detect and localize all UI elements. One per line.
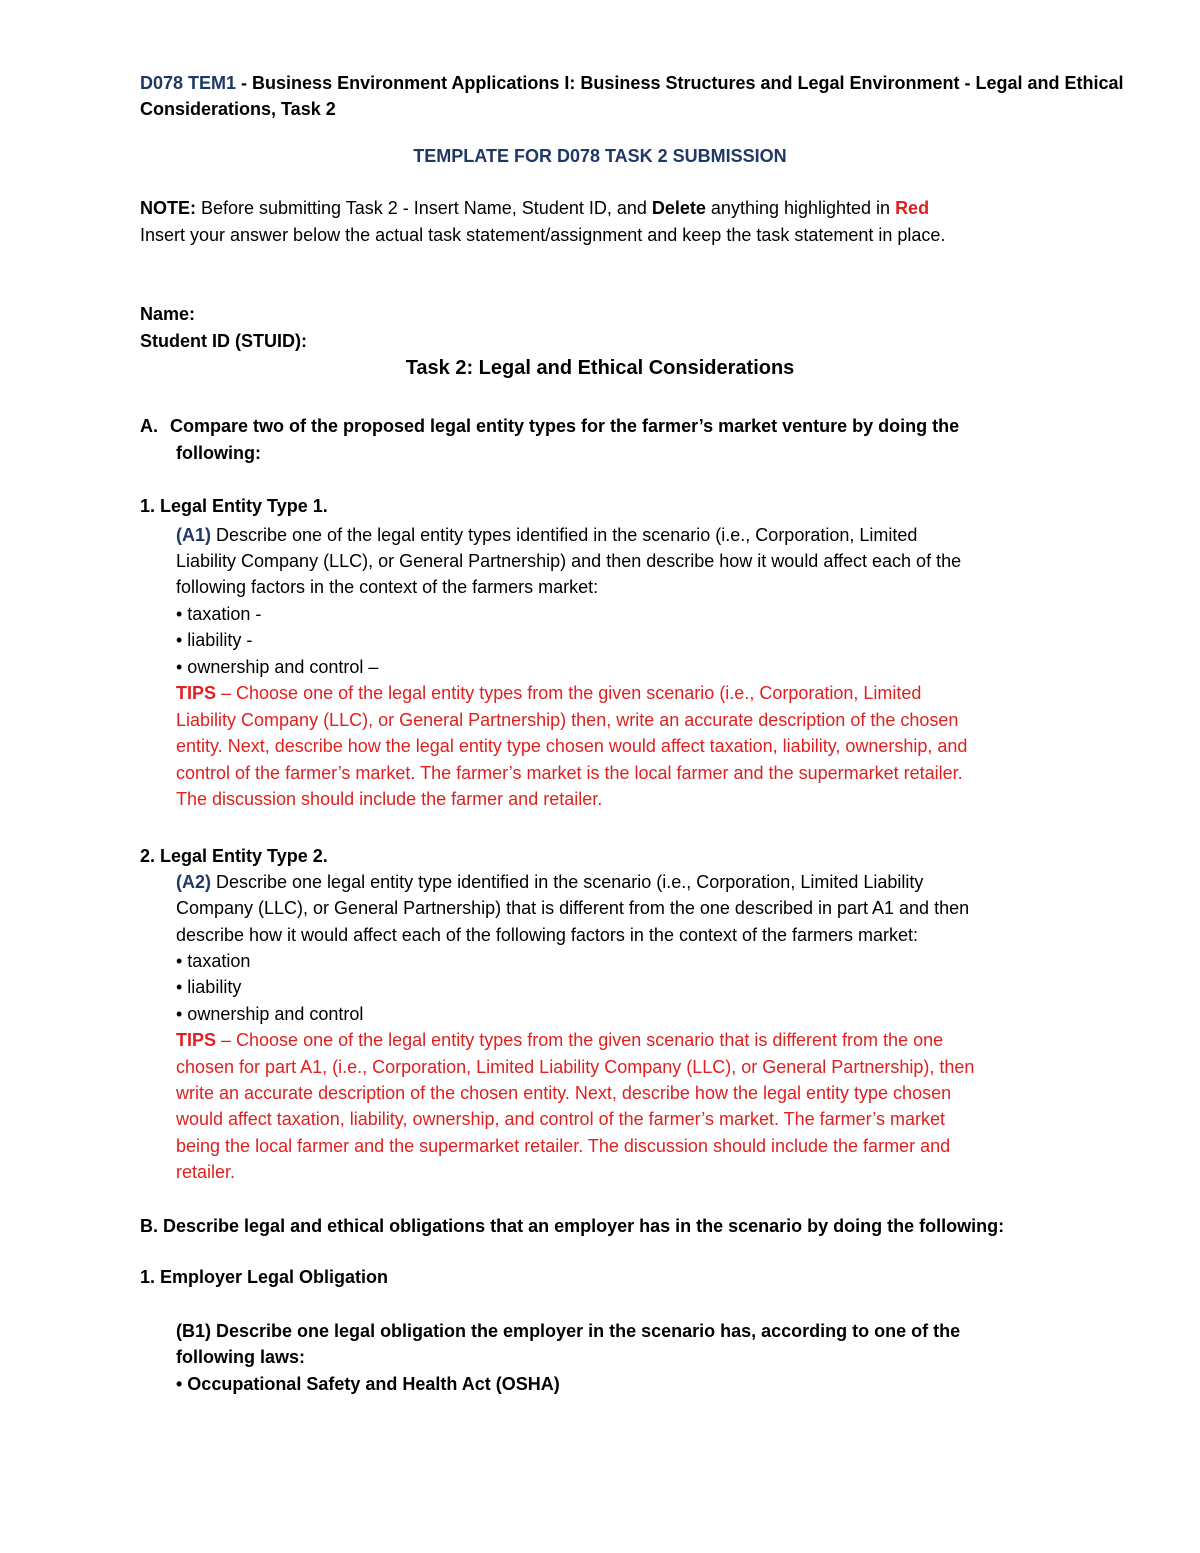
a1-desc-text1: Describe one of the legal entity types identified in the scenario (i.e., Corporation, Limited bbox=[211, 525, 918, 545]
a1-bullet-ownership: • ownership and control – bbox=[176, 657, 379, 677]
a2-tips-line6: retailer. bbox=[176, 1162, 236, 1182]
note-delete-word: Delete bbox=[651, 198, 706, 218]
a1-tips-text1: – Choose one of the legal entity types from the given scenario (i.e., Corporation, Limited bbox=[216, 683, 922, 703]
section-b-line1: B. Describe legal and ethical obligations that an employer has in the scenario by doing the following: bbox=[140, 1216, 1005, 1236]
a1-tips-line5: The discussion should include the farmer and retailer. bbox=[176, 789, 603, 809]
a1-desc-line2: Liability Company (LLC), or General Partnership) and then describe how it would affect each of the bbox=[176, 551, 962, 571]
section-a-prefix: A. bbox=[140, 416, 158, 436]
section-a-line2: following: bbox=[176, 443, 261, 463]
document-header-line1 bbox=[140, 70, 1124, 96]
a1-tag: (A1) bbox=[176, 525, 211, 545]
student-id-label: Student ID (STUID): bbox=[140, 331, 307, 351]
header-title-rest: - Business Environment Applications I: Business Structures and Legal Environment - Legal and Ethical bbox=[236, 73, 1124, 93]
a2-tips-label: TIPS bbox=[176, 1030, 217, 1050]
a2-tips-line5: being the local farmer and the supermarket retailer. The discussion should include the farmer and bbox=[176, 1136, 951, 1156]
a1-desc-line1 bbox=[176, 522, 917, 548]
a1-tips-line2: Liability Company (LLC), or General Partnership) then, write an accurate description of the chosen bbox=[176, 710, 959, 730]
a1-bullet-taxation: • taxation - bbox=[176, 604, 262, 624]
note-line2: Insert your answer below the actual task statement/assignment and keep the task statement in place. bbox=[140, 225, 946, 245]
a2-desc-text1: Describe one legal entity type identified in the scenario (i.e., Corporation, Limited Liability bbox=[211, 872, 924, 892]
a2-tips-line3: write an accurate description of the chosen entity. Next, describe how the legal entity type chosen bbox=[176, 1083, 952, 1103]
legal-entity-type-2-heading: 2. Legal Entity Type 2. bbox=[140, 846, 328, 866]
a2-desc-line1 bbox=[176, 869, 923, 895]
template-title: TEMPLATE FOR D078 TASK 2 SUBMISSION bbox=[413, 146, 787, 166]
note-red-word: Red bbox=[895, 198, 930, 218]
a1-desc-line3: following factors in the context of the farmers market: bbox=[176, 577, 599, 597]
a2-tips-line2: chosen for part A1, (i.e., Corporation, Limited Liability Company (LLC), or General Partnership), then bbox=[176, 1057, 975, 1077]
a2-bullet-taxation: • taxation bbox=[176, 951, 251, 971]
course-code: D078 TEM1 bbox=[140, 73, 237, 93]
legal-entity-type-1-heading: 1. Legal Entity Type 1. bbox=[140, 496, 328, 516]
a1-tips-line3: entity. Next, describe how the legal entity type chosen would affect taxation, liability, ownership, and bbox=[176, 736, 968, 756]
employer-legal-obligation-heading: 1. Employer Legal Obligation bbox=[140, 1267, 389, 1287]
note-line1 bbox=[140, 195, 929, 221]
task-title: Task 2: Legal and Ethical Considerations bbox=[405, 357, 795, 379]
note-text2: anything highlighted in bbox=[705, 198, 896, 218]
a2-tag: (A2) bbox=[176, 872, 211, 892]
b1-bullet-osha: • Occupational Safety and Health Act (OSHA) bbox=[176, 1374, 560, 1394]
a2-tips-text1: – Choose one of the legal entity types from the given scenario that is different from the one bbox=[216, 1030, 944, 1050]
document-header-line2: Considerations, Task 2 bbox=[140, 99, 336, 119]
a1-tips-line4: control of the farmer’s market. The farmer’s market is the local farmer and the supermarket retailer. bbox=[176, 763, 963, 783]
a1-bullet-liability: • liability - bbox=[176, 630, 253, 650]
section-a-line1: Compare two of the proposed legal entity types for the farmer’s market venture by doing the bbox=[170, 416, 960, 436]
a2-tips-line4: would affect taxation, liability, ownership, and control of the farmer’s market. The farmer’s market bbox=[176, 1109, 946, 1129]
a1-tips-label: TIPS bbox=[176, 683, 217, 703]
a1-tips-line1 bbox=[176, 680, 921, 706]
name-label: Name: bbox=[140, 304, 196, 324]
a2-desc-line3: describe how it would affect each of the following factors in the context of the farmers market: bbox=[176, 925, 919, 945]
a2-bullet-liability: • liability bbox=[176, 977, 242, 997]
a2-bullet-ownership: • ownership and control bbox=[176, 1004, 364, 1024]
note-text1: Before submitting Task 2 - Insert Name, Student ID, and bbox=[196, 198, 652, 218]
b1-line2: following laws: bbox=[176, 1347, 305, 1367]
b1-line1: (B1) Describe one legal obligation the employer in the scenario has, according to one of the bbox=[176, 1321, 961, 1341]
a2-desc-line2: Company (LLC), or General Partnership) that is different from the one described in part A1 and then bbox=[176, 898, 970, 918]
note-label: NOTE: bbox=[140, 198, 196, 218]
a2-tips-line1 bbox=[176, 1027, 943, 1053]
